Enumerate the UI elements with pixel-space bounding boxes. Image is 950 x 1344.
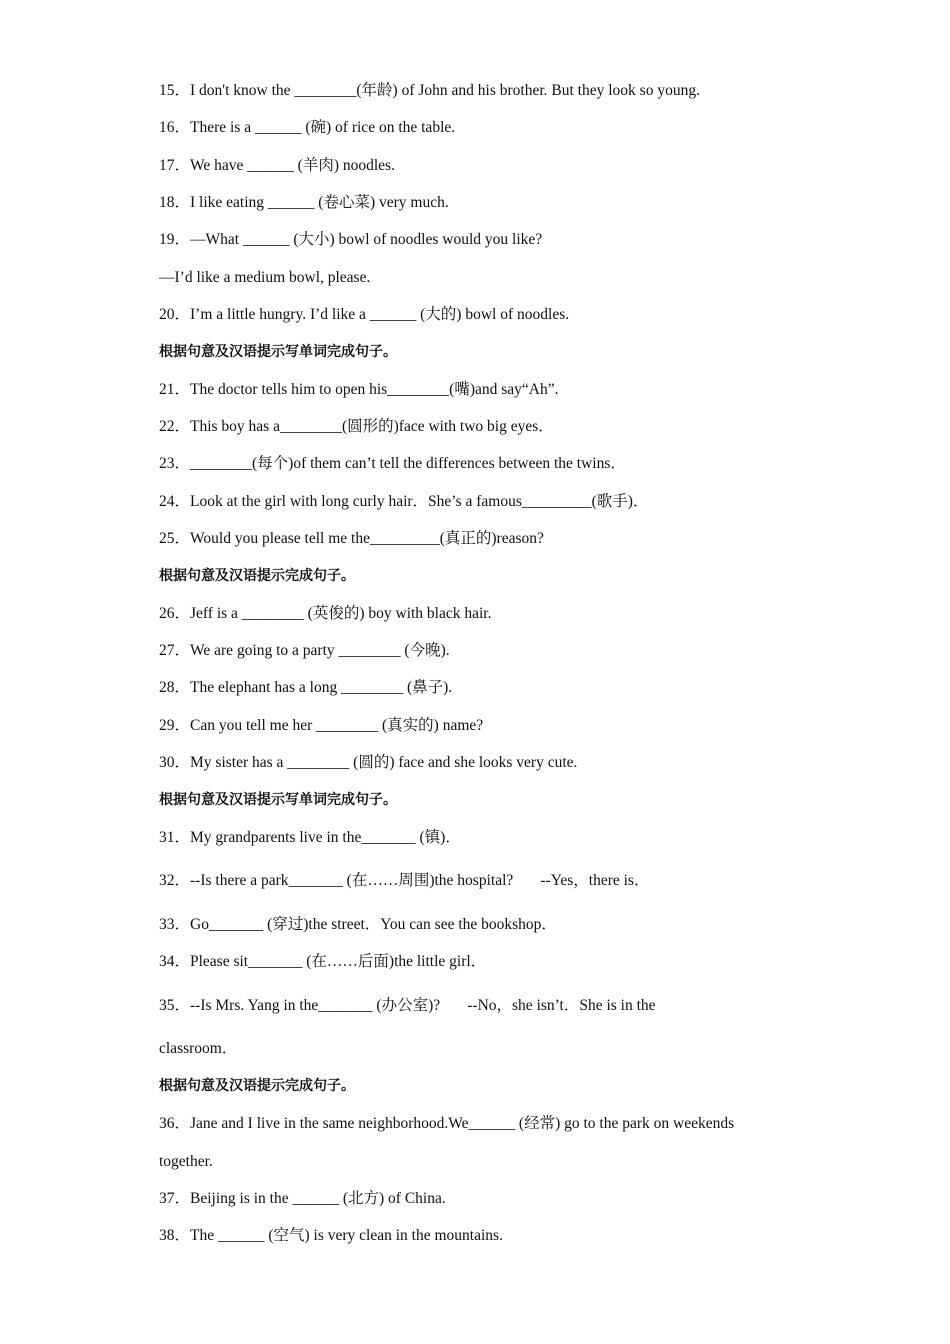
question-31: 31．My grandparents live in the_______ (镇)． bbox=[159, 829, 461, 846]
question-18: 18．I like eating ______ (卷心菜) very much. bbox=[159, 194, 449, 211]
section-heading: 根据句意及汉语提示写单词完成句子。 bbox=[159, 792, 397, 808]
question-17: 17．We have ______ (羊肉) noodles. bbox=[159, 157, 395, 174]
question-21: 21．The doctor tells him to open his________(嘴)and say“Ah”. bbox=[159, 381, 559, 398]
question-37: 37．Beijing is in the ______ (北方) of China. bbox=[159, 1190, 446, 1207]
question-24: 24．Look at the girl with long curly hair．She’s a famous_________(歌手)． bbox=[159, 493, 649, 510]
question-33: 33．Go_______ (穿过)the street．You can see the bookshop． bbox=[159, 916, 557, 933]
question-35: 35．--Is Mrs. Yang in the_______ (办公室)? --No，she isn’t．She is in the bbox=[159, 997, 656, 1014]
question-34: 34．Please sit_______ (在……后面)the little girl． bbox=[159, 953, 487, 970]
question-20: 20．I’m a little hungry. I’d like a ______ (大的) bowl of noodles. bbox=[159, 306, 570, 323]
question-29: 29．Can you tell me her ________ (真实的) name? bbox=[159, 717, 484, 734]
question-35-continuation: classroom． bbox=[159, 1040, 238, 1057]
question-22: 22．This boy has a________(圆形的)face with two big eyes． bbox=[159, 418, 554, 435]
question-19: 19．—What ______ (大小) bowl of noodles would you like? bbox=[159, 231, 543, 248]
question-28: 28．The elephant has a long ________ (鼻子). bbox=[159, 679, 453, 696]
section-heading: 根据句意及汉语提示完成句子。 bbox=[159, 568, 355, 584]
question-15: 15．I don't know the ________(年龄) of John and his brother. But they look so young. bbox=[159, 82, 700, 99]
question-38: 38．The ______ (空气) is very clean in the mountains. bbox=[159, 1227, 503, 1244]
question-16: 16．There is a ______ (碗) of rice on the table. bbox=[159, 119, 456, 136]
question-27: 27．We are going to a party ________ (今晚). bbox=[159, 642, 450, 659]
section-heading: 根据句意及汉语提示写单词完成句子。 bbox=[159, 344, 397, 360]
question-36-continuation: together. bbox=[159, 1153, 213, 1170]
question-19-answer-line: —I’d like a medium bowl, please. bbox=[159, 269, 371, 286]
question-32: 32．--Is there a park_______ (在……周围)the hospital? --Yes，there is． bbox=[159, 872, 650, 889]
section-heading: 根据句意及汉语提示完成句子。 bbox=[159, 1078, 355, 1094]
question-25: 25．Would you please tell me the_________(真正的)reason? bbox=[159, 530, 544, 547]
question-36: 36．Jane and I live in the same neighborhood.We______ (经常) go to the park on weekends bbox=[159, 1115, 735, 1132]
question-23: 23．________(每个)of them can’t tell the differences between the twins． bbox=[159, 455, 626, 472]
question-26: 26．Jeff is a ________ (英俊的) boy with black hair. bbox=[159, 605, 492, 622]
question-30: 30．My sister has a ________ (圆的) face and she looks very cute. bbox=[159, 754, 578, 771]
